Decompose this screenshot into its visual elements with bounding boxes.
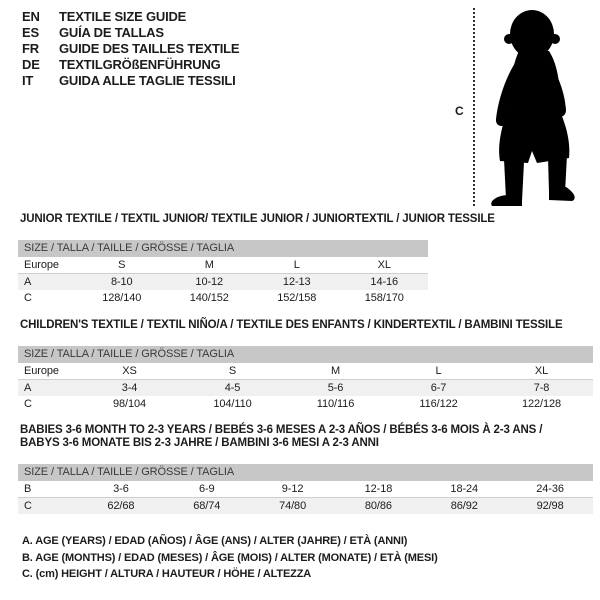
table-row <box>18 274 428 290</box>
table-cell: 62/68 <box>107 500 135 512</box>
table-cell: XS <box>122 365 137 377</box>
row-label: B <box>24 483 32 495</box>
language-label: GUIDA ALLE TAGLIE TESSILI <box>59 73 236 88</box>
language-code: ES <box>22 25 39 40</box>
table-cell: 80/86 <box>364 500 392 512</box>
size-header-bar: SIZE / TALLA / TAILLE / GRÖSSE / TAGLIA <box>18 240 428 257</box>
language-code: DE <box>22 57 40 72</box>
size-table-section <box>18 213 593 306</box>
table-title: CHILDREN'S TEXTILE / TEXTIL NIÑO/A / TEXTILE DES ENFANTS / KINDERTEXTIL / BAMBINI TESSILE <box>20 319 563 331</box>
size-table <box>18 481 593 514</box>
table-cell: 7-8 <box>533 382 550 394</box>
table-cell: 3-4 <box>121 382 138 394</box>
size-table <box>18 257 428 306</box>
table-cell: 9-12 <box>281 483 304 495</box>
language-label: GUIDE DES TAILLES TEXTILE <box>59 41 240 56</box>
language-code: FR <box>22 41 39 56</box>
table-row <box>18 380 593 396</box>
table-title: BABYS 3-6 MONATE BIS 2-3 JAHRE / BAMBINI 3-6 MESI A 2-3 ANNI <box>20 437 379 449</box>
table-title: BABIES 3-6 MONTH TO 2-3 YEARS / BEBÉS 3-6 MESES A 2-3 AÑOS / BÉBÉS 3-6 MOIS À 2-3 ANS / <box>20 424 543 436</box>
table-row <box>18 363 593 380</box>
row-label: Europe <box>24 365 59 377</box>
height-dotted-line <box>473 8 475 206</box>
row-label: Europe <box>24 259 59 271</box>
table-cell: 6-9 <box>198 483 215 495</box>
table-cell: 14-16 <box>370 276 399 288</box>
table-cell: 18-24 <box>450 483 479 495</box>
table-cell: S <box>118 259 126 271</box>
table-cell: 152/158 <box>277 292 317 304</box>
size-table-section <box>18 424 593 514</box>
row-label: C <box>24 500 32 512</box>
size-tables <box>18 213 593 514</box>
legend-line: C. (cm) HEIGHT / ALTURA / HAUTEUR / HÖHE / ALTEZZA <box>22 568 312 580</box>
table-cell: 92/98 <box>536 500 564 512</box>
table-cell: 74/80 <box>279 500 307 512</box>
row-label: A <box>24 276 32 288</box>
size-table <box>18 363 593 412</box>
row-label: C <box>24 398 32 410</box>
table-cell: 24-36 <box>536 483 564 495</box>
language-row <box>22 25 239 41</box>
language-code: IT <box>22 73 34 88</box>
table-cell: 10-12 <box>195 276 224 288</box>
table-cell: 3-6 <box>113 483 129 495</box>
table-cell: 8-10 <box>110 276 133 288</box>
table-cell: 158/170 <box>364 292 404 304</box>
language-label: GUÍA DE TALLAS <box>59 25 164 40</box>
table-cell: L <box>293 259 300 271</box>
table-row <box>18 498 593 514</box>
table-cell: L <box>435 365 442 377</box>
table-row <box>18 257 428 274</box>
legend-line: B. AGE (MONTHS) / EDAD (MESES) / ÂGE (MOIS) / ALTER (MONATE) / ETÀ (MESI) <box>22 551 438 564</box>
table-cell: 4-5 <box>224 382 241 394</box>
table-cell: 140/152 <box>189 292 229 304</box>
table-cell: M <box>204 259 214 271</box>
language-label: TEXTILE SIZE GUIDE <box>59 9 187 24</box>
table-cell: 104/110 <box>213 398 252 410</box>
legend <box>22 533 438 583</box>
table-cell: XL <box>534 365 549 377</box>
table-cell: 98/104 <box>112 398 147 410</box>
table-row <box>18 481 593 498</box>
legend-line: A. AGE (YEARS) / EDAD (AÑOS) / ÂGE (ANS) / ALTER (JAHRE) / ETÀ (ANNI) <box>22 535 408 547</box>
language-row <box>22 41 239 57</box>
table-row <box>18 290 428 306</box>
table-title: JUNIOR TEXTILE / TEXTIL JUNIOR/ TEXTILE JUNIOR / JUNIORTEXTIL / JUNIOR TESSILE <box>20 213 495 225</box>
table-cell: 110/116 <box>316 398 355 410</box>
table-row <box>18 396 593 412</box>
row-label: C <box>24 292 32 304</box>
language-row <box>22 9 239 25</box>
height-marker-label: C <box>455 104 464 118</box>
table-cell: 12-13 <box>282 276 311 288</box>
language-code: EN <box>22 9 40 24</box>
table-cell: 68/74 <box>193 500 221 512</box>
size-header-bar: SIZE / TALLA / TAILLE / GRÖSSE / TAGLIA <box>18 464 593 481</box>
language-label: TEXTILGRÖßENFÜHRUNG <box>59 57 221 72</box>
table-cell: 86/92 <box>450 500 478 512</box>
language-row <box>22 57 239 73</box>
language-row <box>22 73 239 89</box>
table-cell: 128/140 <box>102 292 142 304</box>
toddler-silhouette <box>481 5 593 207</box>
size-table-section <box>18 319 593 412</box>
table-cell: 12-18 <box>364 483 393 495</box>
table-cell: S <box>228 365 237 377</box>
table-cell: 122/128 <box>521 398 562 410</box>
table-cell: M <box>330 365 341 377</box>
language-list <box>22 9 239 89</box>
size-header-bar: SIZE / TALLA / TAILLE / GRÖSSE / TAGLIA <box>18 346 593 363</box>
table-cell: XL <box>377 259 391 271</box>
table-cell: 116/122 <box>419 398 458 410</box>
table-cell: 6-7 <box>430 382 447 394</box>
table-cell: 5-6 <box>327 382 344 394</box>
row-label: A <box>24 382 32 394</box>
